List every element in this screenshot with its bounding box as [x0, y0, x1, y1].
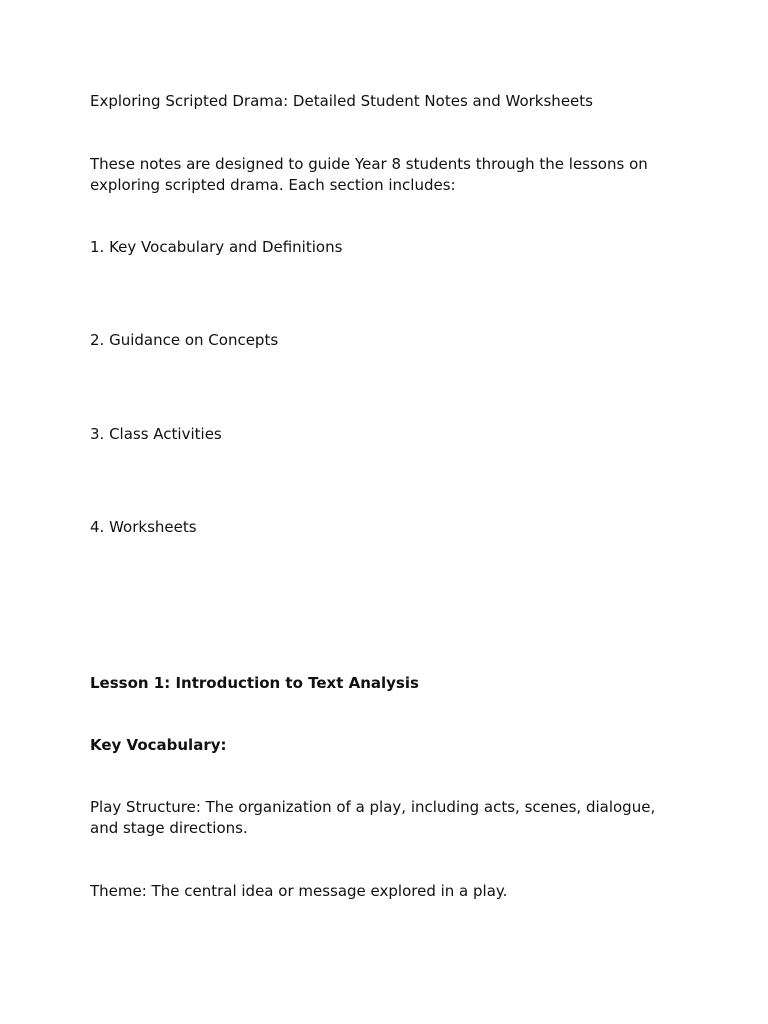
section-list-item: 2. Guidance on Concepts [90, 331, 279, 349]
vocabulary-heading: Key Vocabulary: [90, 736, 227, 754]
section-list-item: 4. Worksheets [90, 518, 197, 536]
section-list-item: 3. Class Activities [90, 425, 222, 443]
intro-paragraph: These notes are designed to guide Year 8 students through the lessons on exploring scripted drama. Each section includes: [90, 155, 648, 194]
document-title: Exploring Scripted Drama: Detailed Student Notes and Worksheets [90, 92, 593, 110]
vocabulary-term: Theme: The central idea or message explored in a play. [90, 882, 508, 900]
lesson-heading: Lesson 1: Introduction to Text Analysis [90, 674, 419, 692]
vocabulary-term: Play Structure: The organization of a play, including acts, scenes, dialogue, and stage directions. [90, 798, 656, 837]
section-list-item: 1. Key Vocabulary and Definitions [90, 238, 343, 256]
